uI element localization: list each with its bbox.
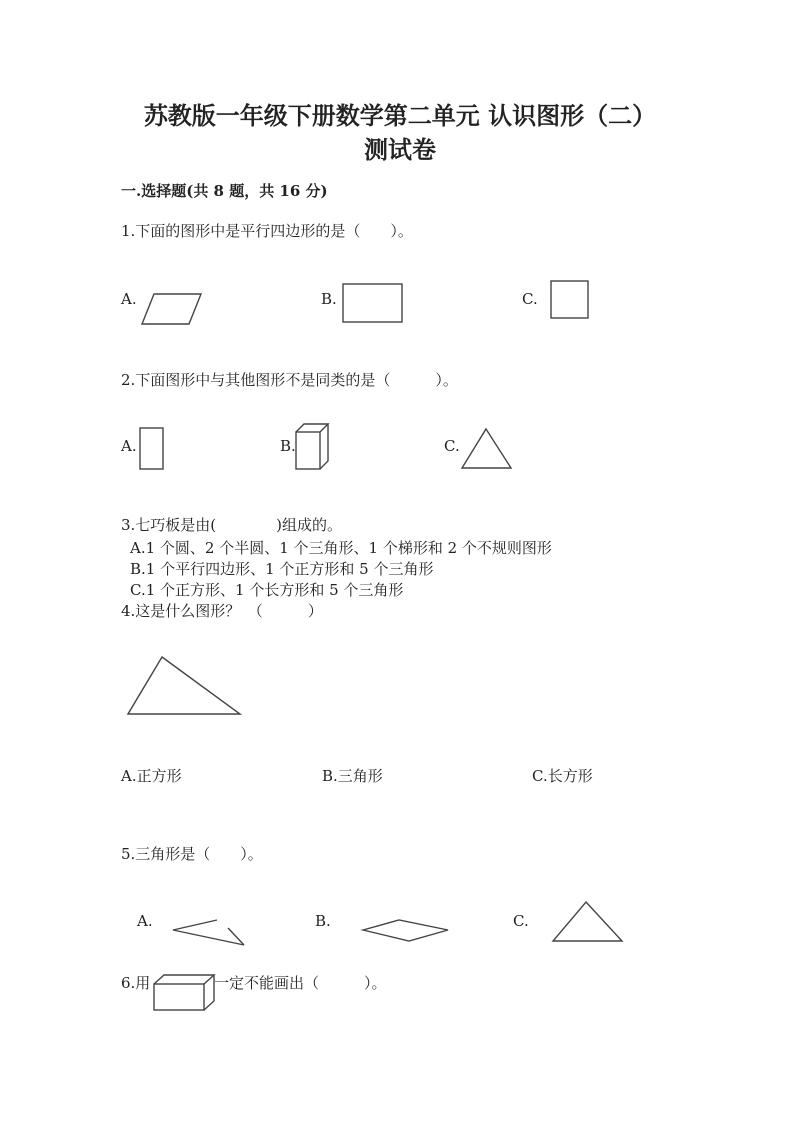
section-heading: 一.选择题(共 8 题，共 16 分) <box>121 182 328 200</box>
q5-option-b-label: B. <box>315 912 331 930</box>
q3-option-b: B.1 个平行四边形、1 个正方形和 5 个三角形 <box>130 560 434 578</box>
rhombus-icon <box>361 918 451 944</box>
square-icon <box>549 279 591 321</box>
rectangle-icon <box>341 282 405 324</box>
q3-option-c: C.1 个正方形、1 个长方形和 5 个三角形 <box>130 581 404 599</box>
triangle-icon <box>551 900 625 944</box>
question-1-text: 1.下面的图形中是平行四边形的是（ ）。 <box>121 222 413 240</box>
page-title-line1: 苏教版一年级下册数学第二单元 认识图形（二） <box>143 101 657 130</box>
q2-option-b-label: B. <box>280 437 296 455</box>
q5-option-c-label: C. <box>513 912 529 930</box>
q2-option-a-label: A. <box>121 437 137 455</box>
page-title-line2: 测试卷 <box>364 135 436 164</box>
q4-option-b: B.三角形 <box>322 767 383 785</box>
question-4-text: 4.这是什么图形？ （ ） <box>121 602 323 620</box>
question-5-text: 5.三角形是（ ）。 <box>121 845 263 863</box>
q1-option-a-label: A. <box>121 290 137 308</box>
cuboid-icon <box>152 973 218 1013</box>
q1-option-c-label: C. <box>522 290 538 308</box>
q4-option-a: A.正方形 <box>121 767 182 785</box>
obtuse-triangle-icon <box>126 655 244 717</box>
q4-option-c: C.长方形 <box>532 767 593 785</box>
question-2-text: 2.下面图形中与其他图形不是同类的是（ ）。 <box>121 371 458 389</box>
open-angle-lines-icon <box>170 918 250 948</box>
q2-option-c-label: C. <box>444 437 460 455</box>
question-6-text-before: 6.用 <box>121 974 151 992</box>
q3-option-a: A.1 个圆、2 个半圆、1 个三角形、1 个梯形和 2 个不规则图形 <box>130 539 552 557</box>
question-3-text: 3.七巧板是由( )组成的。 <box>121 516 343 534</box>
question-6-text-after: 一定不能画出（ ）。 <box>214 974 387 992</box>
tall-rectangle-icon <box>138 426 166 472</box>
parallelogram-icon <box>140 292 204 326</box>
cuboid-icon <box>294 422 332 472</box>
q5-option-a-label: A. <box>137 912 153 930</box>
triangle-icon <box>460 427 514 471</box>
q1-option-b-label: B. <box>321 290 337 308</box>
